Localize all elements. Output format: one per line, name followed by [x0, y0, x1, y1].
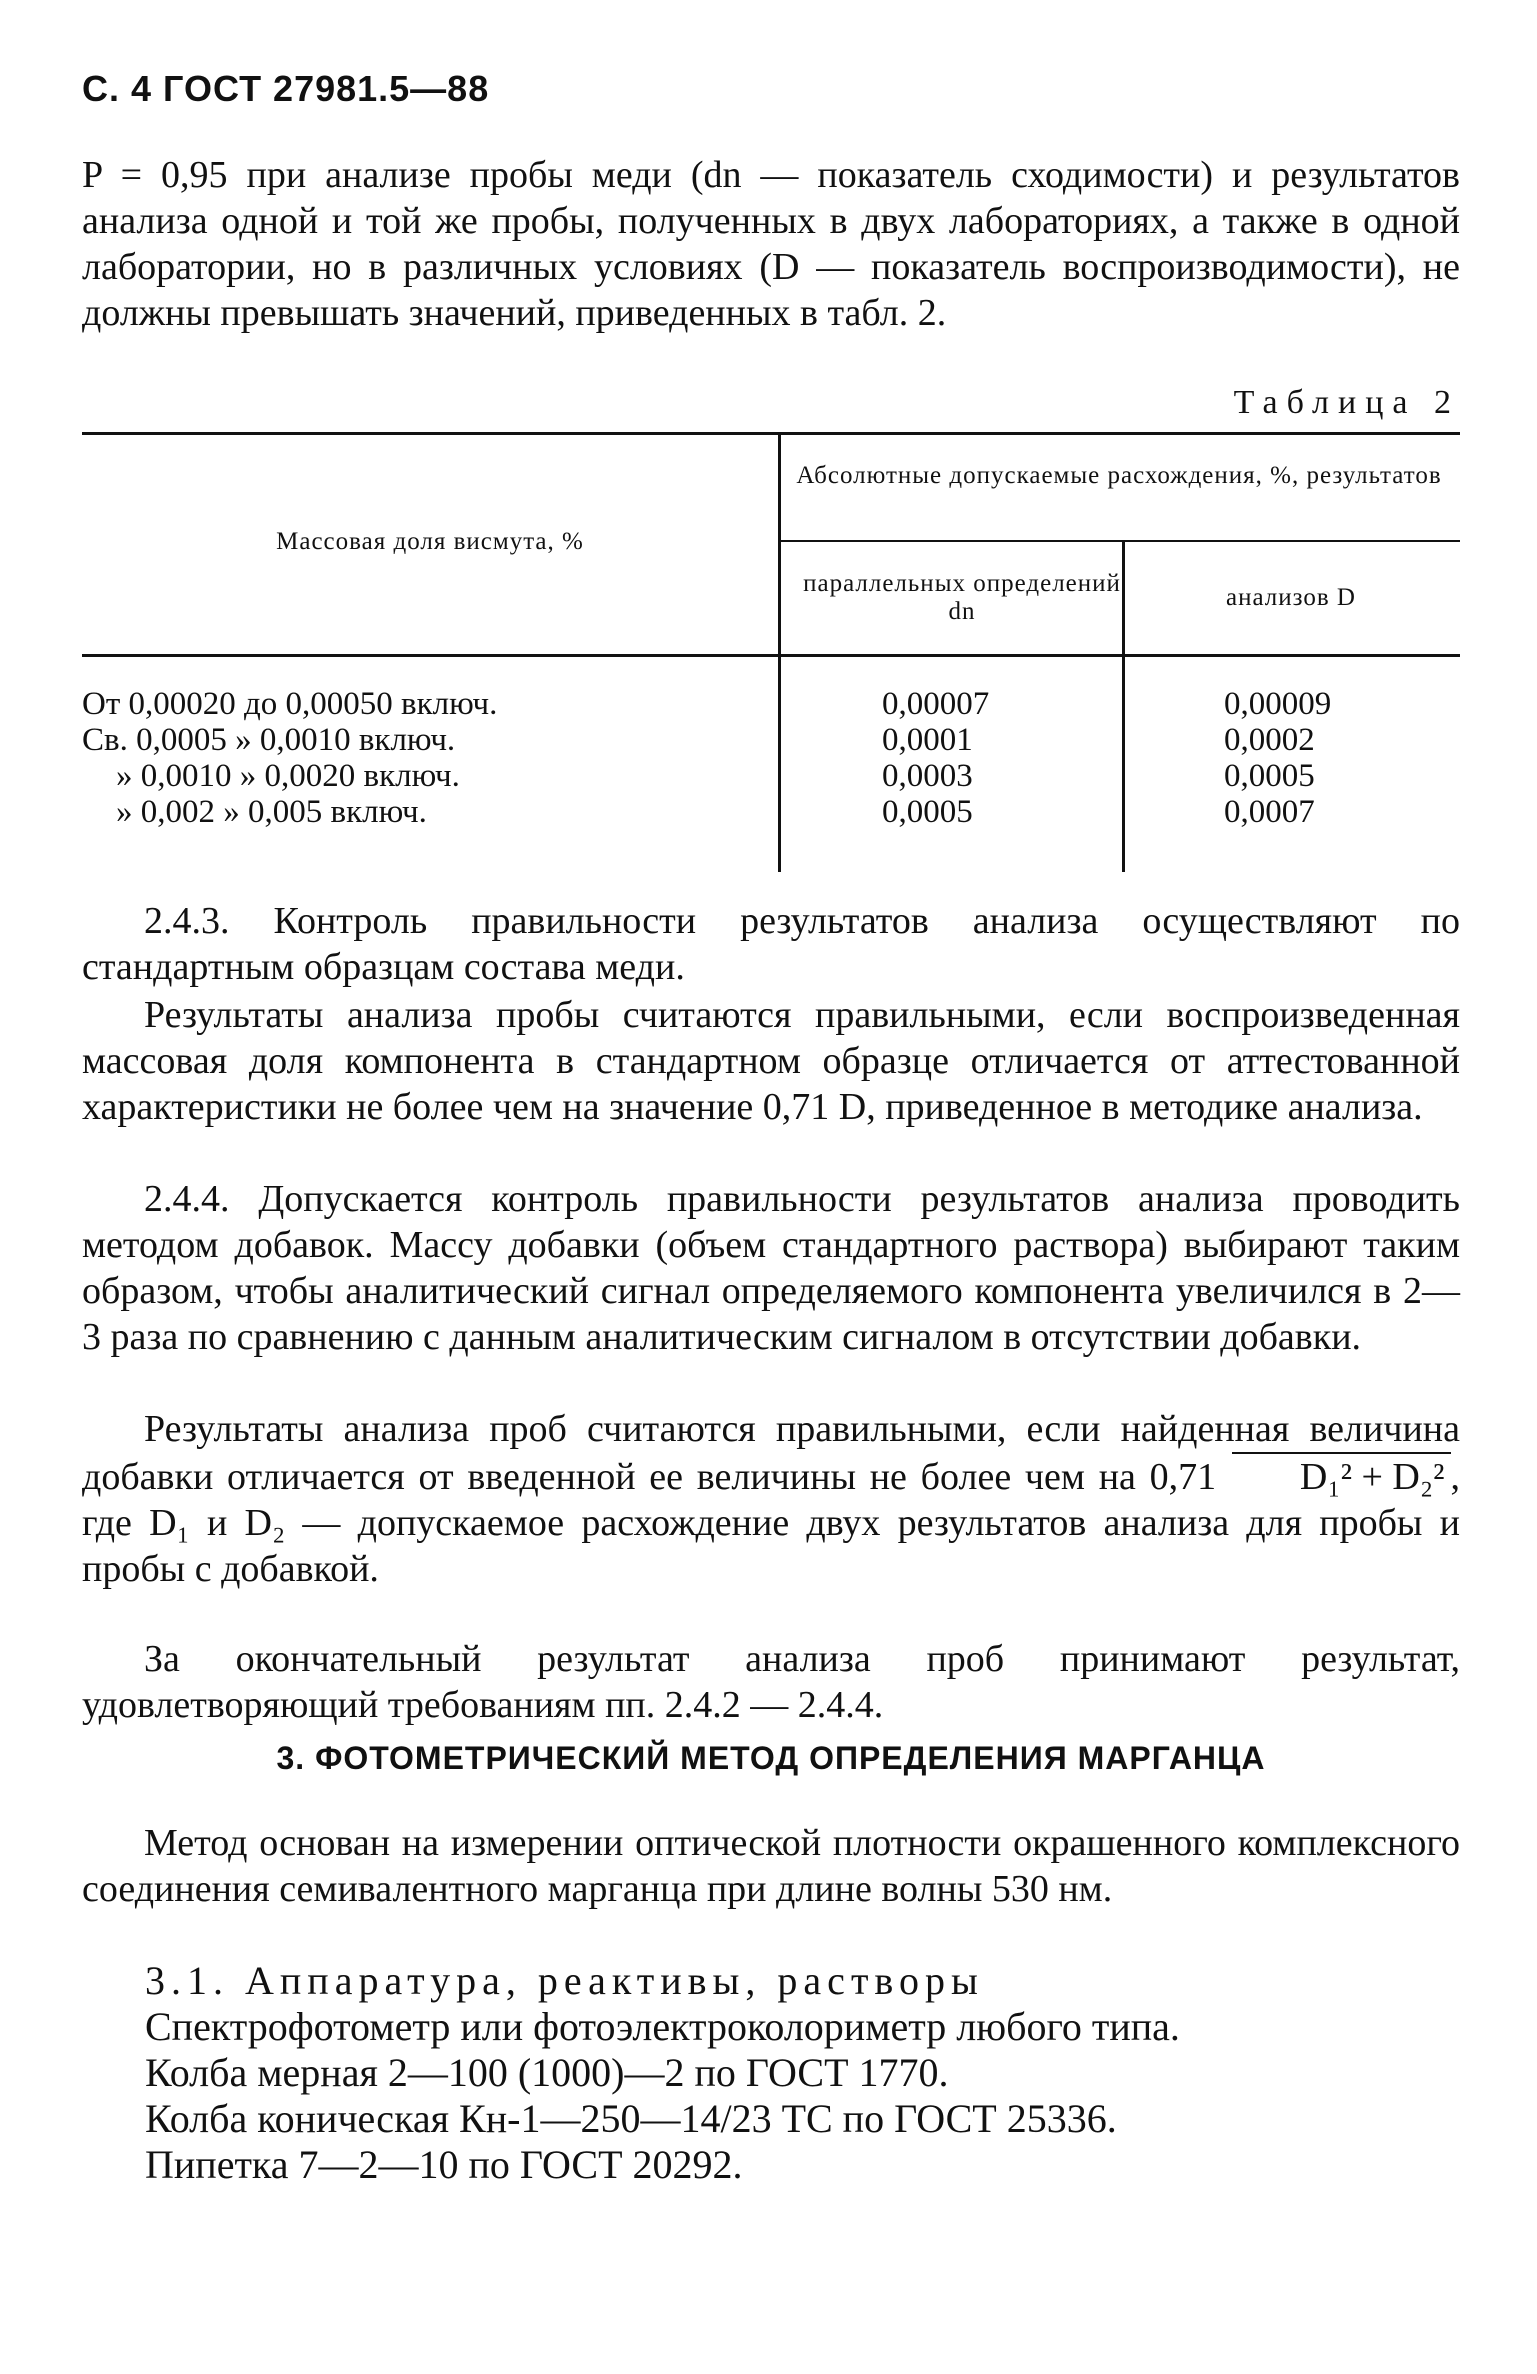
row-2-range: Св. 0,0005 » 0,0010 включ. [82, 722, 456, 758]
header-parallel: параллельных определений dn [803, 570, 1121, 625]
row-4-dn: 0,0005 [882, 794, 973, 830]
row-4-d: 0,0007 [1224, 794, 1315, 830]
method-paragraph: Метод основан на измерении оптической плотности окрашенного комплексного соединения семивалентного марганца при длине волны 530 нм. [82, 1822, 1460, 1910]
intro-paragraph: P = 0,95 при анализе пробы меди (dn — показатель сходимости) и результатов анализа одной и той же пробы, полученных в двух лабораториях, а также в одной лаборатории, но в различных условиях (D — показатель воспроизводимости), не должны превышать значений, приведенных в табл. 2. [82, 154, 1460, 334]
table-top-rule [82, 432, 1460, 435]
table-group-rule [778, 540, 1460, 542]
header-range: Массовая доля висмута, % [276, 528, 584, 555]
paragraph-2-4-3: 2.4.3. Контроль правильности результатов анализа осуществляют по стандартным образцам состава меди. [82, 900, 1460, 988]
list-title: 3.1. Аппаратура, реактивы, растворы [145, 1958, 984, 2003]
list-item: Пипетка 7—2—10 по ГОСТ 20292. [145, 2142, 743, 2187]
table-header-rule [82, 654, 1460, 657]
paragraph-2-4-3-result: Результаты анализа пробы считаются правильными, если воспроизведенная массовая доля компонента в стандартном образце отличается от аттестованной характеристики не более чем на значение 0,71 D, приведенное в методике анализа. [82, 994, 1460, 1128]
paragraph-2-4-4-result [82, 1406, 1460, 1592]
list-item: Колба коническая Кн-1—250—14/23 ТС по ГОСТ 25336. [145, 2096, 1117, 2141]
row-1-dn: 0,00007 [882, 686, 990, 722]
table-col-divider-1 [778, 434, 781, 872]
list-item: Спектрофотометр или фотоэлектроколориметр любого типа. [145, 2004, 1180, 2049]
row-3-dn: 0,0003 [882, 758, 973, 794]
paragraph-2-4-4-result-tail: , где D₁ и D₂ — допускаемое расхождение двух результатов анализа для пробы и пробы с добавкой. [82, 1456, 1460, 1590]
row-1-range: От 0,00020 до 0,00050 включ. [82, 686, 498, 722]
row-4-range: » 0,002 » 0,005 включ. [116, 794, 427, 830]
header-analyses: анализов D [1226, 584, 1356, 611]
sqrt-formula: D₁² + D₂² [1232, 1452, 1451, 1500]
paragraph-2-4-4: 2.4.4. Допускается контроль правильности результатов анализа проводить методом добавок. Массу добавки (объем стандартного раствора) выбирают таким образом, чтобы аналитический сигнал определяемого компонента увеличился в 2—3 раза по сравнению с данным аналитическим сигналом в отсутствии добавки. [82, 1178, 1460, 1358]
paragraph-2-4-4-result-text: Результаты анализа проб считаются правильными, если найденная величина добавки отличается от введенной ее величины не более чем на 0,71 [82, 1408, 1460, 1498]
row-2-d: 0,0002 [1224, 722, 1315, 758]
row-3-d: 0,0005 [1224, 758, 1315, 794]
row-3-range: » 0,0010 » 0,0020 включ. [116, 758, 460, 794]
table-caption: Таблица 2 [1233, 384, 1460, 421]
tolerance-table [82, 432, 1460, 872]
header-group: Абсолютные допускаемые расхождения, %, результатов [796, 462, 1442, 489]
row-1-d: 0,00009 [1224, 686, 1332, 722]
list-item: Колба мерная 2—100 (1000)—2 по ГОСТ 1770. [145, 2050, 949, 2095]
section-title: 3. ФОТОМЕТРИЧЕСКИЙ МЕТОД ОПРЕДЕЛЕНИЯ МАРГАНЦА [276, 1740, 1266, 1776]
page-header: С. 4 ГОСТ 27981.5—88 [82, 68, 490, 109]
row-2-dn: 0,0001 [882, 722, 973, 758]
paragraph-final-result: За окончательный результат анализа проб принимают результат, удовлетворяющий требованиям пп. 2.4.2 — 2.4.4. [82, 1638, 1460, 1726]
